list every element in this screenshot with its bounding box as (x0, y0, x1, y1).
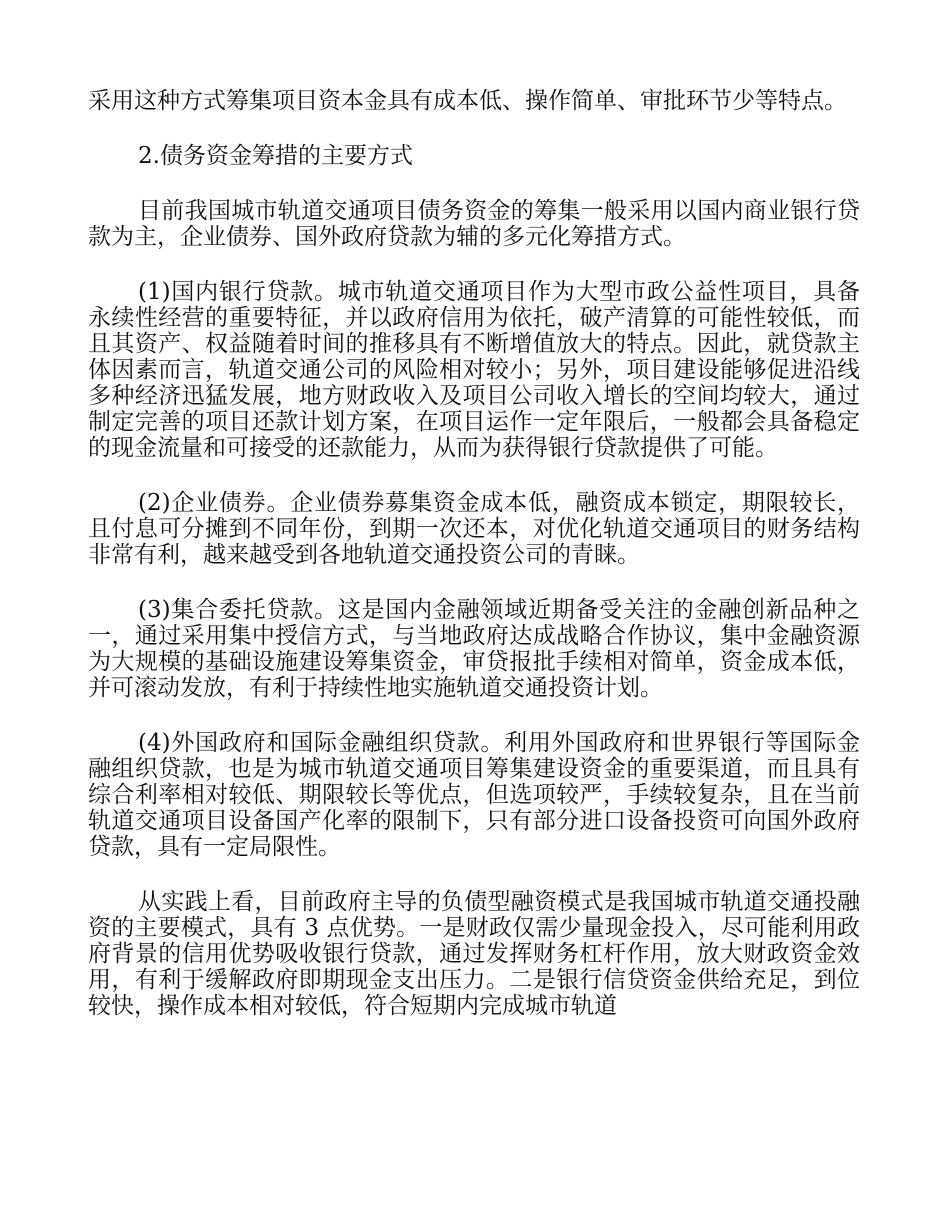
paragraph-practice-summary: 从实践上看，目前政府主导的负债型融资模式是我国城市轨道交通投融资的主要模式，具有 3 点优势。一是财政仅需少量现金投入，尽可能利用政府背景的信用优势吸收银行贷款，通过发挥财务杠杆作用，放大财政资金效用，有利于缓解政府即期现金支出压力。二是银行信贷资金供给充足，到位较快，操作成本相对较低，符合短期内完成城市轨道 (88, 889, 860, 1019)
paragraph-domestic-bank-loans: (1)国内银行贷款。城市轨道交通项目作为大型市政公益性项目，具备永续性经营的重要特征，并以政府信用为依托，破产清算的可能性较低，而且其资产、权益随着时间的推移具有不断增值放大的特点。因此，就贷款主体因素而言，轨道交通公司的风险相对较小；另外，项目建设能够促进沿线多种经济迅猛发展，地方财政收入及项目公司收入增长的空间均较大，通过制定完善的项目还款计划方案，在项目运作一定年限后，一般都会具备稳定的现金流量和可接受的还款能力，从而为获得银行贷款提供了可能。 (88, 279, 860, 461)
document-page (88, 88, 860, 1048)
paragraph-corporate-bonds: (2)企业债券。企业债券募集资金成本低，融资成本锁定，期限较长，且付息可分摊到不同年份，到期一次还本，对优化轨道交通项目的财务结构非常有利，越来越受到各地轨道交通投资公司的青睐。 (88, 490, 860, 568)
paragraph-foreign-government-loans: (4)外国政府和国际金融组织贷款。利用外国政府和世界银行等国际金融组织贷款，也是为城市轨道交通项目筹集建设资金的重要渠道，而且具有综合利率相对较低、期限较长等优点，但选项较严，手续较复杂，且在当前轨道交通项目设备国产化率的限制下，只有部分进口设备投资可向国外政府贷款，具有一定局限性。 (88, 730, 860, 860)
paragraph-collective-entrusted-loans: (3)集合委托贷款。这是国内金融领域近期备受关注的金融创新品种之一，通过采用集中授信方式，与当地政府达成战略合作协议，集中金融资源为大规模的基础设施建设筹集资金，审贷报批手续相对简单，资金成本低，并可滚动发放，有利于持续性地实施轨道交通投资计划。 (88, 597, 860, 701)
paragraph-intro: 目前我国城市轨道交通项目债务资金的筹集一般采用以国内商业银行贷款为主，企业债券、国外政府贷款为辅的多元化筹措方式。 (88, 198, 860, 250)
section-heading-debt-financing: 2.债务资金筹措的主要方式 (138, 143, 413, 169)
paragraph-continuation: 采用这种方式筹集项目资本金具有成本低、操作简单、审批环节少等特点。 (88, 88, 847, 114)
